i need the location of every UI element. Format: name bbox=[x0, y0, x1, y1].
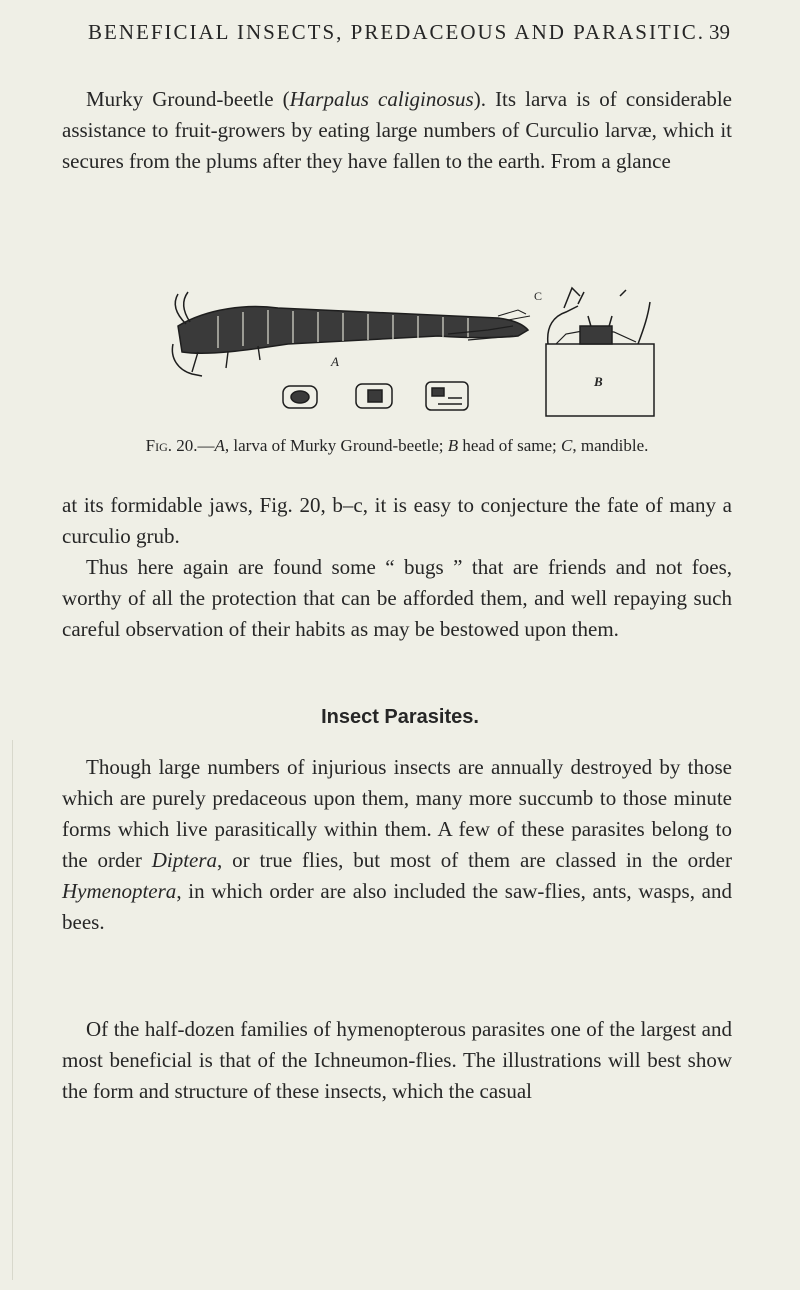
caption-part-2: head of same; bbox=[458, 436, 562, 455]
caption-part-3: , mandible. bbox=[572, 436, 649, 455]
ichneumon-text: Of the half-dozen families of hymenopterous parasites one of the largest and most beneficial is that of the Ichneumon-flies. The illustrations will best show the form and structure of these insects, which the casual bbox=[62, 1017, 732, 1103]
caption-part-1: , larva of Murky Ground-beetle; bbox=[224, 436, 448, 455]
parasites-text-2: , or true flies, but most of them are classed in the order bbox=[217, 848, 732, 872]
intro-paragraph bbox=[62, 84, 732, 177]
figure-label-a: A bbox=[331, 354, 339, 369]
species-name: Harpalus caliginosus bbox=[289, 87, 474, 111]
caption-letter-b: B bbox=[447, 436, 459, 455]
bugs-text: Thus here again are found some “ bugs ” that are friends and not foes, worthy of all the protection that can be afforded them, and well repaying such careful observation of their habits as may be bestowed upon them. bbox=[62, 555, 732, 641]
parasites-paragraph bbox=[62, 752, 732, 938]
figure-label-b: B bbox=[594, 374, 603, 389]
intro-text-rest: ). Its larva is of considerable assistance to fruit-growers by eating large numbers of Curculio larvæ, which it secures from the plums after they have fallen to the earth. From a glance bbox=[62, 87, 732, 173]
caption-dash: — bbox=[197, 436, 215, 455]
ichneumon-paragraph bbox=[62, 1014, 732, 1107]
bugs-paragraph bbox=[62, 552, 732, 645]
beetle-larva-drawing bbox=[168, 286, 658, 426]
page-number: 39 bbox=[709, 20, 730, 44]
section-heading: Insect Parasites. bbox=[321, 706, 479, 728]
figure-caption bbox=[62, 434, 732, 457]
caption-label: Fig. 20. bbox=[145, 436, 198, 455]
larva-head bbox=[546, 288, 654, 416]
caption-letter-a: A bbox=[214, 436, 225, 455]
caption-letter-c: C bbox=[561, 436, 573, 455]
parasites-text-3: , in which order are also included the saw-flies, ants, wasps, and bees. bbox=[62, 879, 732, 934]
order-diptera: Diptera bbox=[151, 848, 218, 872]
figure-20-illustration bbox=[168, 286, 658, 426]
order-hymenoptera: Hymenoptera bbox=[62, 879, 177, 903]
page-edge-line bbox=[12, 740, 13, 1280]
larva-body bbox=[172, 292, 530, 376]
parasites-text-1: Though large numbers of injurious insects are annually destroyed by those which are purely predaceous upon them, many more succumb to those minute forms which live parasitically within them. A few of these parasites belong to the order bbox=[62, 755, 732, 872]
jaws-paragraph: at its formidable jaws, Fig. 20, b–c, it is easy to conjecture the fate of many a curculio grub. bbox=[62, 493, 732, 548]
running-title: BENEFICIAL INSECTS, PREDACEOUS AND PARASITIC. bbox=[88, 20, 706, 44]
segment-sections bbox=[283, 382, 468, 410]
intro-text-start: Murky Ground-beetle ( bbox=[86, 87, 290, 111]
figure-label-c: C bbox=[534, 289, 543, 303]
